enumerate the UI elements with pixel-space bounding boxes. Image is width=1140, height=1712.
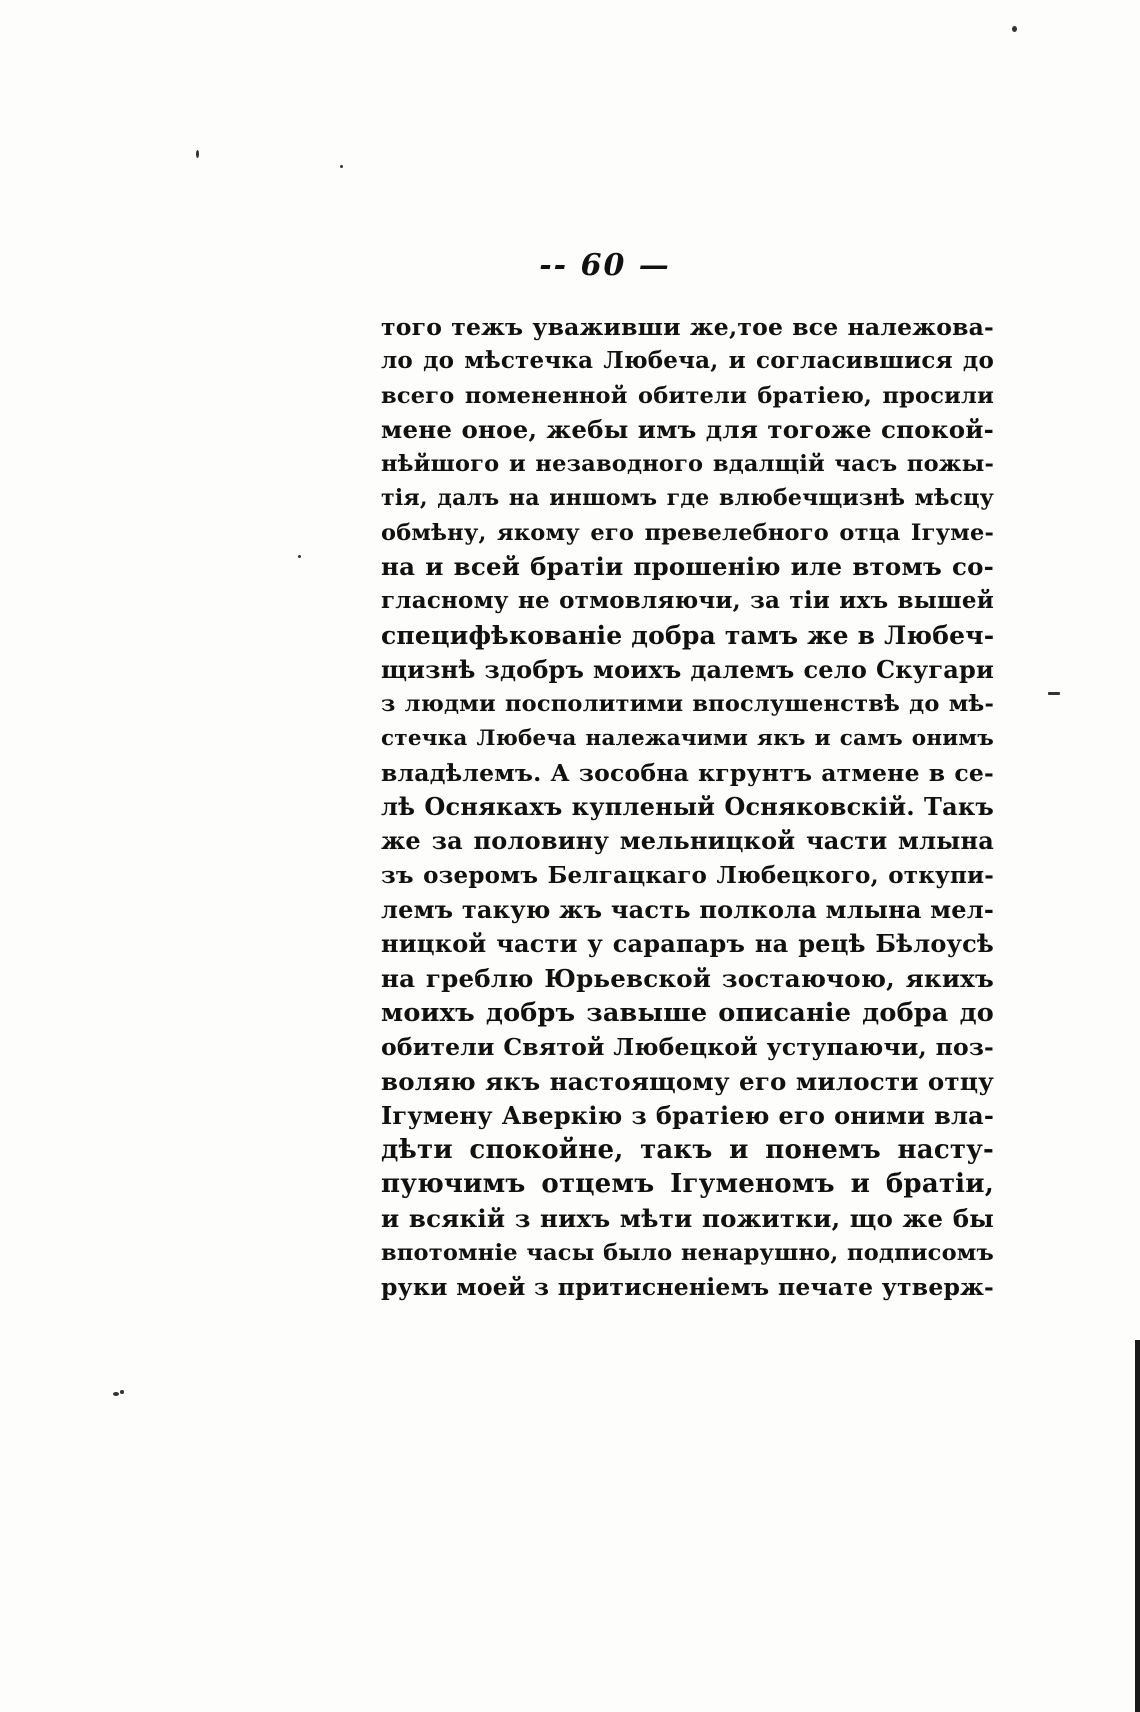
text-line: воляю якъ настоящому его милости отцу	[381, 1066, 994, 1096]
text-line: руки моей з притисненіемъ печате утверж-	[381, 1273, 994, 1302]
text-line: того тежъ уваживши же,тое все належова-	[381, 313, 994, 341]
speck	[340, 165, 343, 168]
text-line: всего помененной обители братіею, просили	[381, 382, 994, 409]
text-line: ло до мѣстечка Любеча, и согласившися до	[381, 347, 994, 375]
text-line: нѣйшого и незаводного вдалщій часъ пожы-	[381, 451, 994, 478]
text-line: щизнѣ здобръ моихъ далемъ село Скугари	[381, 654, 994, 684]
text-line: зъ озеромъ Белгацкаго Любецкого, откупи-	[381, 861, 994, 889]
text-line: же за половину мельницкой части млына	[381, 826, 994, 856]
text-line: впотомніе часы было ненарушно, подписомъ	[381, 1240, 994, 1267]
text-line: мене оное, жебы имъ для тогоже спокой-	[381, 414, 994, 444]
text-line: моихъ добръ завыше описаніе добра до	[381, 997, 994, 1028]
text-line: на греблю Юрьевской зостаючою, якихъ	[381, 963, 994, 993]
text-line: пуючимъ отцемъ Ігуменомъ и братіи,	[381, 1169, 994, 1200]
text-line: обители Святой Любецкой уступаючи, поз-	[381, 1033, 994, 1062]
text-line: специфѣкованіе добра тамъ же в Любеч-	[381, 620, 995, 650]
speck	[120, 1390, 124, 1394]
text-line: и всякій з нихъ мѣти пожитки, що же бы	[381, 1203, 994, 1233]
speck	[1012, 26, 1017, 32]
text-line: дѣти спокойне, такъ и понемъ насту-	[381, 1135, 994, 1166]
speck	[113, 1392, 119, 1396]
text-line: лемъ такую жъ часть полкола млына мел-	[381, 895, 994, 925]
text-line: тія, далъ на иншомъ где влюбечщизнѣ мѣсцу	[381, 485, 994, 512]
text-line: ницкой части у сарапаръ на рецѣ Бѣлоусѣ	[381, 929, 994, 959]
text-line: гласному не отмовляючи, за тіи ихъ вышей	[381, 587, 994, 615]
text-line: владѣлемъ. А зособна кгрунтъ атмене в се-	[381, 758, 994, 787]
text-line: обмѣну, якому его превелебного отца Ігуме-	[381, 519, 994, 546]
text-line: лѣ Оснякахъ купленый Осняковскій. Такъ	[381, 792, 994, 822]
page-edge-shadow	[1135, 1340, 1140, 1712]
text-line: стечка Любеча належачими якъ и самъ онимъ	[381, 725, 994, 751]
speck	[298, 555, 301, 558]
text-line: з людми посполитими впослушенствѣ до мѣ-	[381, 691, 994, 718]
speck	[1048, 692, 1060, 695]
text-line: на и всей братіи прошенію иле втомъ со-	[381, 552, 994, 582]
speck	[196, 150, 199, 158]
page-number: -- 60 —	[539, 248, 671, 283]
body-text	[381, 310, 994, 1305]
text-line: Ігумену Аверкію з братіею его оними вла-	[381, 1100, 994, 1130]
